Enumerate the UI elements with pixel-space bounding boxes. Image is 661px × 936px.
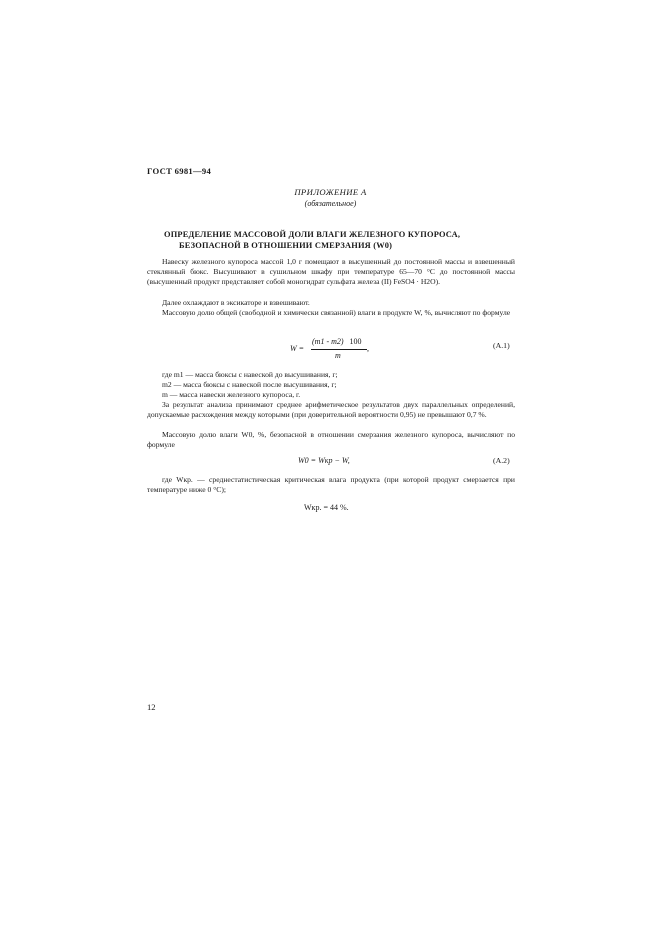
page-number: 12 bbox=[147, 702, 156, 712]
formula-a1-fraction bbox=[312, 337, 368, 346]
section-title-line1: ОПРЕДЕЛЕНИЕ МАССОВОЙ ДОЛИ ВЛАГИ ЖЕЛЕЗНОГО КУПОРОСА, bbox=[164, 230, 461, 239]
formula-a1-numerator: (m1 - m2) bbox=[312, 337, 344, 346]
section-title-line2: БЕЗОПАСНОЙ В ОТНОШЕНИИ СМЕРЗАНИЯ (W0) bbox=[179, 241, 393, 250]
paragraph-safe-moisture: Массовую долю влаги W0, %, безопасной в отношении смерзания железного купороса, вычисляют по формуле bbox=[147, 430, 515, 450]
formula-a2: W0 = Wкр − W, bbox=[298, 456, 350, 465]
legend-m: m — масса навески железного купороса, г. bbox=[162, 390, 301, 399]
document-code: ГОСТ 6981—94 bbox=[147, 166, 212, 176]
formula-a2-number: (А.2) bbox=[493, 456, 510, 465]
paragraph-total-moisture: Массовую долю общей (свободной и химически связанной) влаги в продукте W, %, вычисляют по формуле bbox=[162, 308, 511, 317]
paragraph-cooling: Далее охлаждают в эксикаторе и взвешивают. bbox=[162, 298, 310, 307]
formula-a1-denominator: m bbox=[335, 351, 341, 360]
formula-a1-fraction-bar bbox=[311, 349, 367, 350]
formula-a1-factor: 100 bbox=[349, 337, 362, 346]
appendix-status: (обязательное) bbox=[304, 199, 357, 208]
paragraph-sample-prep: Навеску железного купороса массой 1,0 г помещают в высушенный до постоянной массы и взвешенный стеклянный бюкс. Высушивают в сушильном шкафу при температуре 65—70 °С до постоянной массы (высушенный продукт представляет собой моногидрат сульфата железа (II) FeSO4 · H2O). bbox=[147, 257, 515, 287]
formula-wkr-value: Wкр. = 44 %. bbox=[304, 503, 349, 512]
formula-a1-lhs: W = bbox=[290, 344, 305, 353]
section-title bbox=[164, 229, 524, 251]
legend-m1: где m1 — масса бюксы с навеской до высушивания, г; bbox=[162, 370, 338, 379]
formula-a1-comma: , bbox=[367, 344, 369, 353]
formula-a1-number: (А.1) bbox=[493, 341, 510, 350]
legend-wkr: где Wкр. — среднестатистическая критическая влага продукта (при которой продукт смерзается при температуре ниже 0 °С); bbox=[147, 475, 515, 495]
paragraph-result: За результат анализа принимают среднее арифметическое результатов двух параллельных определений, допускаемые расхождения между которыми (при доверительной вероятности 0,95) не превышают 0,7 %. bbox=[147, 400, 515, 420]
appendix-title: ПРИЛОЖЕНИЕ А bbox=[294, 187, 367, 197]
legend-m2: m2 — масса бюксы с навеской после высушивания, г; bbox=[162, 380, 337, 389]
